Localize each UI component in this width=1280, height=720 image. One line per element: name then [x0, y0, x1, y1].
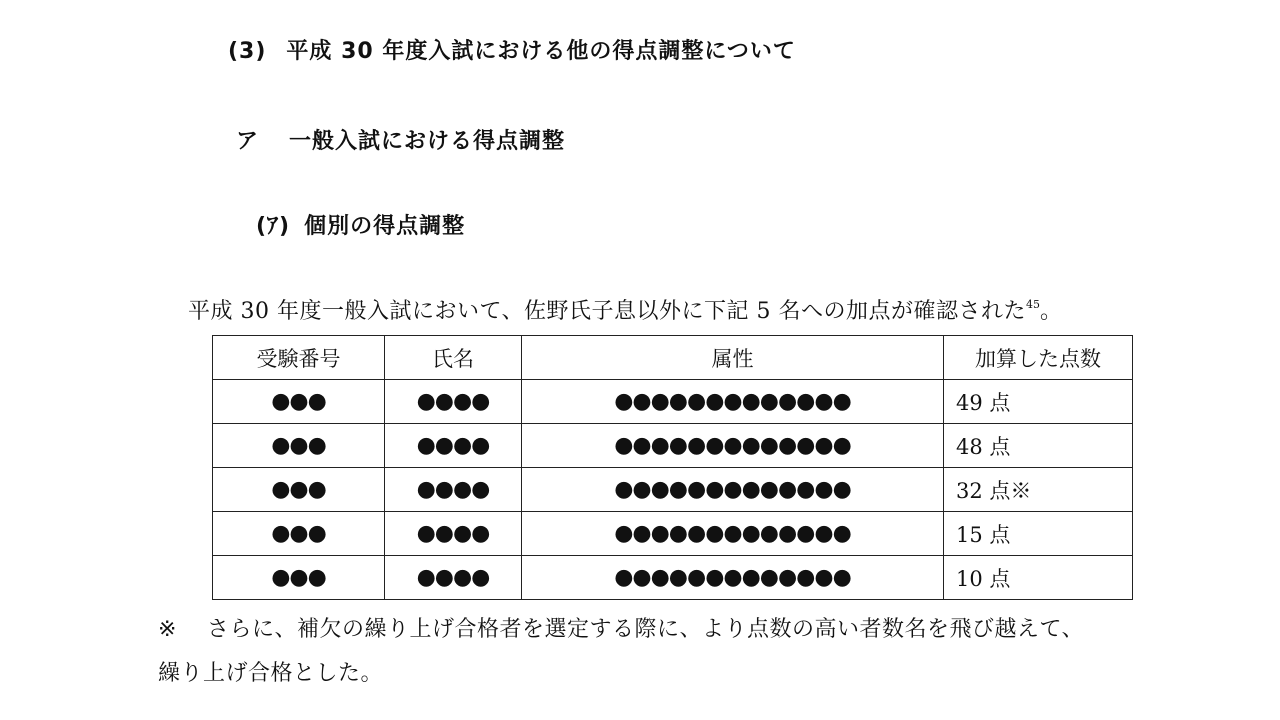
subsection-title: 一般入試における得点調整	[289, 129, 566, 154]
redacted-exam-number: ●●●	[213, 380, 385, 424]
redacted-name: ●●●●	[385, 468, 522, 512]
footnote-ref: 45	[1026, 298, 1041, 311]
subsubsection-marker: (ｱ)	[256, 214, 291, 239]
note-line-1	[158, 612, 1084, 643]
section-heading	[228, 34, 796, 65]
header-added-points: 加算した点数	[944, 336, 1133, 380]
table-row	[213, 468, 1133, 512]
table-row	[213, 380, 1133, 424]
redacted-exam-number: ●●●	[213, 556, 385, 600]
intro-text: 平成 30 年度一般入試において、佐野氏子息以外に下記 5 名への加点が確認された	[188, 299, 1027, 324]
header-name: 氏名	[385, 336, 522, 380]
table-header-row	[213, 336, 1133, 380]
redacted-attribute: ●●●●●●●●●●●●●	[522, 380, 944, 424]
table-row	[213, 512, 1133, 556]
section-number: (3)	[228, 39, 267, 64]
header-exam-number: 受験番号	[213, 336, 385, 380]
subsection-heading	[236, 124, 565, 155]
note-line-2: 繰り上げ合格とした。	[158, 661, 384, 686]
redacted-attribute: ●●●●●●●●●●●●●	[522, 424, 944, 468]
added-points: 49 点	[944, 380, 1133, 424]
intro-paragraph	[188, 294, 1063, 325]
redacted-exam-number: ●●●	[213, 468, 385, 512]
redacted-name: ●●●●	[385, 556, 522, 600]
note-text-1: さらに、補欠の繰り上げ合格者を選定する際に、より点数の高い者数名を飛び越えて、	[206, 617, 1085, 642]
redacted-attribute: ●●●●●●●●●●●●●	[522, 512, 944, 556]
added-points: 32 点※	[944, 468, 1133, 512]
redacted-name: ●●●●	[385, 424, 522, 468]
subsection-marker: ア	[236, 129, 260, 154]
added-points: 15 点	[944, 512, 1133, 556]
note-mark: ※	[158, 617, 177, 642]
added-points: 10 点	[944, 556, 1133, 600]
redacted-name: ●●●●	[385, 512, 522, 556]
redacted-exam-number: ●●●	[213, 512, 385, 556]
table-row	[213, 556, 1133, 600]
subsubsection-title: 個別の得点調整	[304, 214, 466, 239]
added-points: 48 点	[944, 424, 1133, 468]
intro-end: 。	[1040, 299, 1063, 324]
redacted-exam-number: ●●●	[213, 424, 385, 468]
subsubsection-heading	[256, 209, 465, 240]
score-adjustment-table	[212, 335, 1133, 600]
redacted-name: ●●●●	[385, 380, 522, 424]
bleed-through-text	[300, 92, 850, 121]
redacted-attribute: ●●●●●●●●●●●●●	[522, 556, 944, 600]
redacted-attribute: ●●●●●●●●●●●●●	[522, 468, 944, 512]
section-title: 平成 30 年度入試における他の得点調整について	[286, 39, 796, 64]
header-attribute: 属性	[522, 336, 944, 380]
table-row	[213, 424, 1133, 468]
